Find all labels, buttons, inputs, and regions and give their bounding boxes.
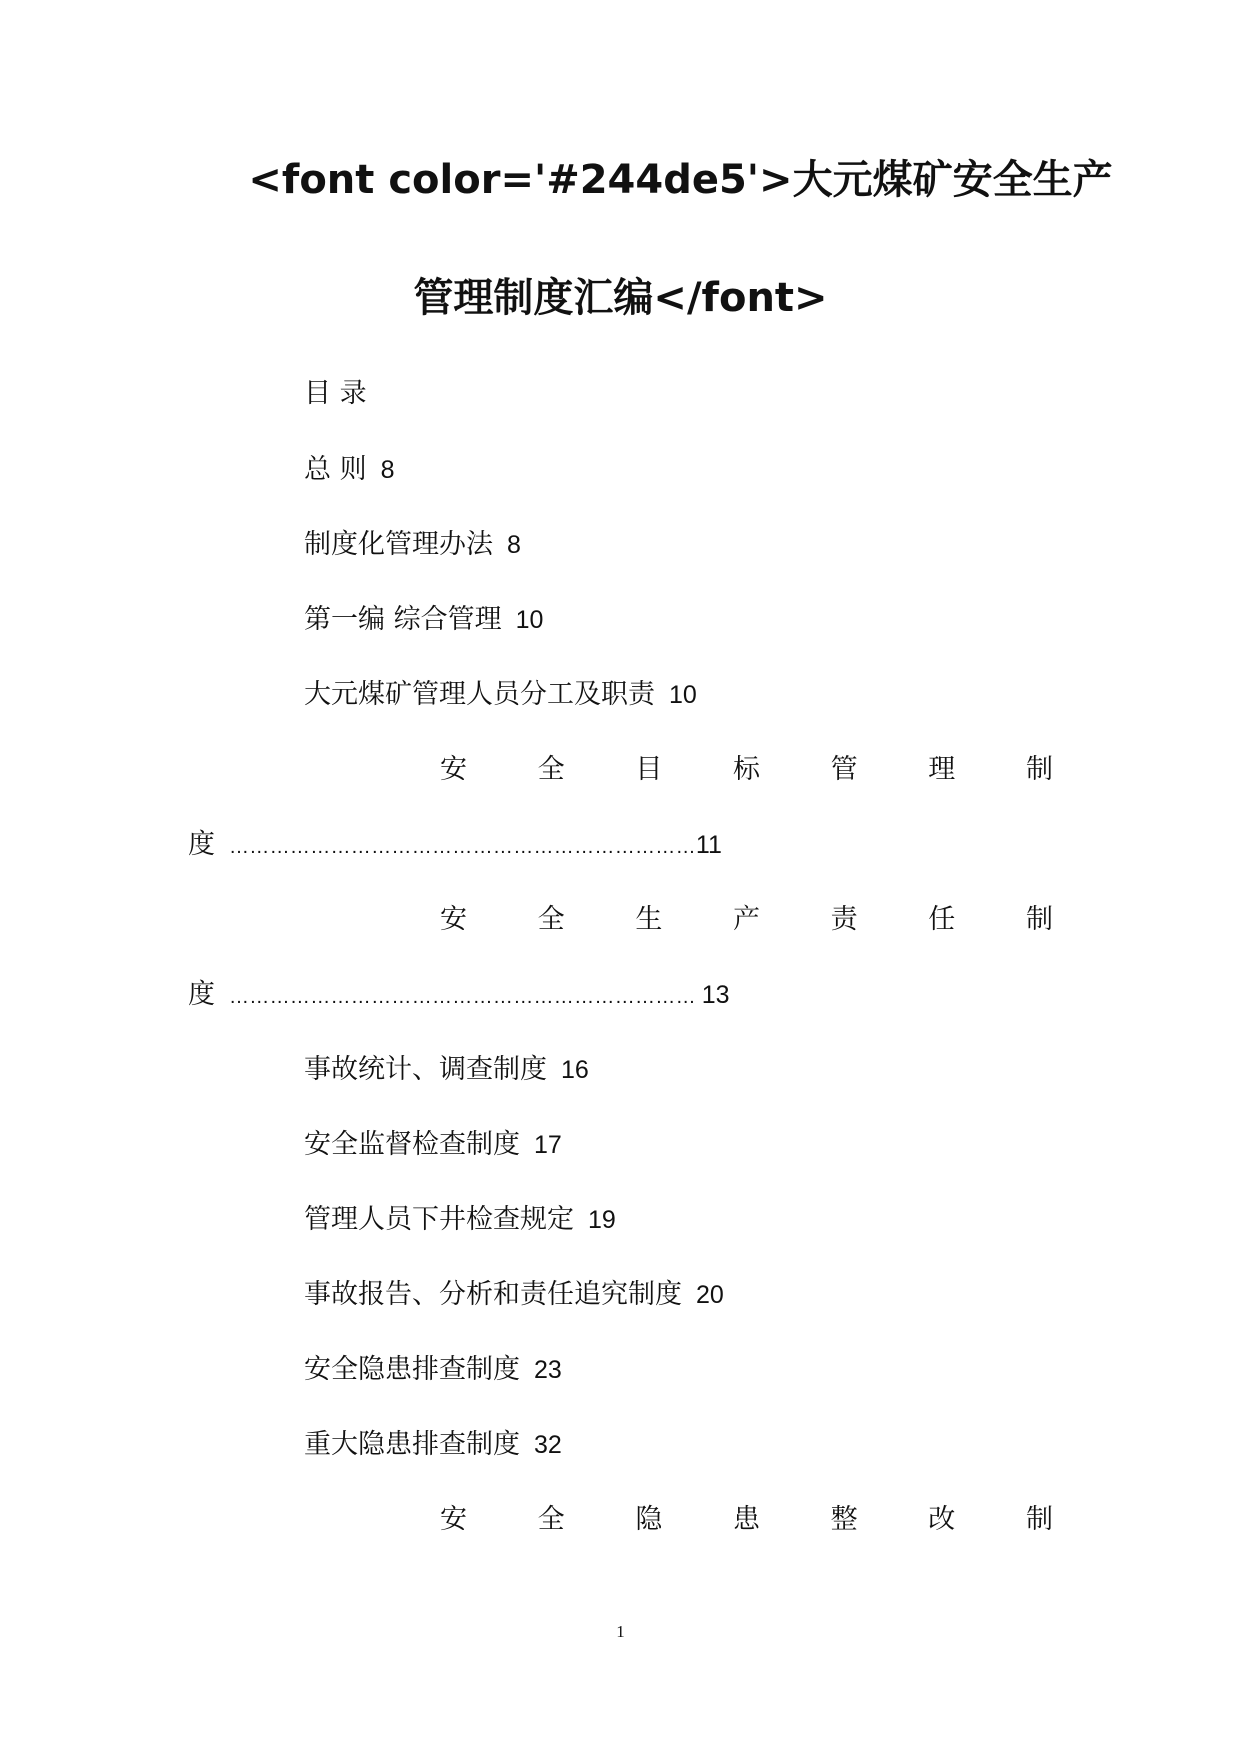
toc-char: 产 <box>732 904 760 935</box>
toc-entry-text: 第一编 综合管理 <box>304 604 502 635</box>
toc-char: 制 <box>1025 754 1053 785</box>
toc-char: 任 <box>928 904 956 935</box>
toc-entry-justified[interactable] <box>440 900 1053 940</box>
toc-entry-continuation[interactable] <box>188 975 730 1017</box>
toc-char: 度 <box>188 829 215 860</box>
toc-entry-page: 23 <box>534 1356 562 1384</box>
toc-entry-text: 事故报告、分析和责任追究制度 <box>304 1279 682 1310</box>
toc-char: 标 <box>732 754 760 785</box>
page-number: 1 <box>616 1622 625 1641</box>
toc-entry[interactable] <box>304 1425 562 1465</box>
toc-char: 全 <box>537 904 565 935</box>
toc-char: 患 <box>732 1504 760 1535</box>
toc-char: 制 <box>1025 904 1053 935</box>
toc-entry[interactable] <box>304 1050 589 1090</box>
toc-leader-dots: …………………………………………………………… <box>229 836 696 858</box>
toc-char: 安 <box>440 904 467 935</box>
toc-entry-text: 重大隐患排查制度 <box>304 1429 520 1460</box>
toc-char: 理 <box>928 754 956 785</box>
toc-char: 隐 <box>635 1504 663 1535</box>
toc-char: 全 <box>537 754 565 785</box>
toc-entry-continuation[interactable] <box>188 825 722 867</box>
toc-entry-justified[interactable] <box>440 1500 1053 1540</box>
toc-entry-page: 32 <box>534 1431 562 1459</box>
toc-entry[interactable] <box>304 525 521 565</box>
toc-char: 度 <box>188 979 215 1010</box>
toc-entry-page: 10 <box>515 606 544 634</box>
toc-entry-text: 大元煤矿管理人员分工及职责 <box>304 679 655 710</box>
toc-entry[interactable] <box>304 1350 562 1390</box>
toc-entry-page: 20 <box>696 1281 724 1309</box>
toc-heading: 目 录 <box>304 378 367 409</box>
toc-entry-text: 总 则 <box>304 454 367 485</box>
toc-char: 改 <box>928 1504 956 1535</box>
toc-entry-text: 管理人员下井检查规定 <box>304 1204 574 1235</box>
toc-entry-page: 8 <box>380 456 395 484</box>
toc-char: 制 <box>1025 1504 1053 1535</box>
toc-char: 安 <box>440 1504 467 1535</box>
toc-entry-page: 16 <box>561 1056 589 1084</box>
toc-char: 管 <box>830 754 858 785</box>
toc-entry-page: 17 <box>534 1131 562 1159</box>
toc-char: 责 <box>830 904 858 935</box>
toc-leader-dots: …………………………………………………………… <box>229 986 702 1008</box>
toc-entry-page: 19 <box>588 1206 616 1234</box>
toc-char: 全 <box>537 1504 565 1535</box>
toc-char: 安 <box>440 754 467 785</box>
toc-entry[interactable] <box>304 1125 562 1165</box>
toc-entry-text: 安全隐患排查制度 <box>304 1354 520 1385</box>
toc-entry[interactable] <box>304 450 395 490</box>
toc-char: 目 <box>635 754 663 785</box>
toc-entry-page: 8 <box>507 531 521 559</box>
document-title-line-2: 管理制度汇编</font> <box>413 275 828 321</box>
toc-entry[interactable] <box>304 600 543 640</box>
toc-entry-text: 制度化管理办法 <box>304 529 493 560</box>
toc-entry-text: 安全监督检查制度 <box>304 1129 520 1160</box>
toc-entry-page: 11 <box>695 831 722 859</box>
toc-entry[interactable] <box>304 1200 616 1240</box>
toc-entry[interactable] <box>304 675 697 715</box>
toc-entry-page: 10 <box>669 681 697 709</box>
toc-char: 整 <box>830 1504 858 1535</box>
toc-entry-page: 13 <box>701 981 730 1009</box>
toc-entry-text: 事故统计、调查制度 <box>304 1054 547 1085</box>
toc-entry[interactable] <box>304 1275 724 1315</box>
toc-char: 生 <box>635 904 663 935</box>
document-title-line-1: <font color='#244de5'>大元煤矿安全生产 <box>248 157 1113 203</box>
toc-entry-justified[interactable] <box>440 750 1053 790</box>
